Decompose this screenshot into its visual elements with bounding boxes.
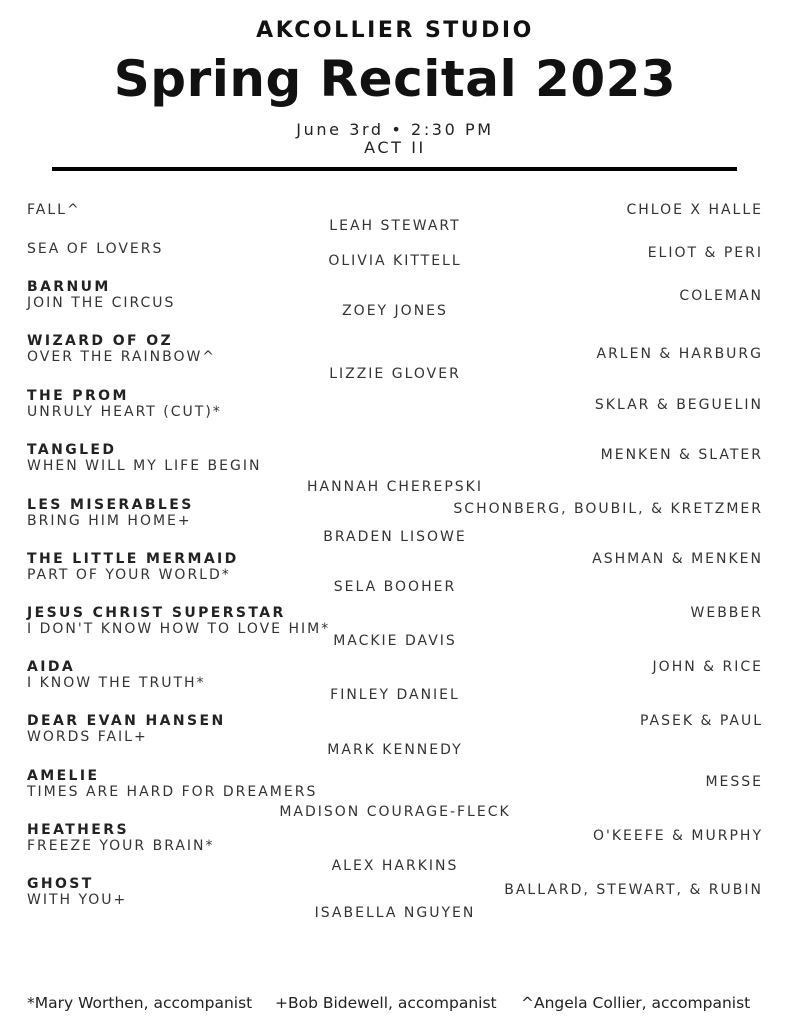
song-title: WITH YOU+ (27, 892, 128, 908)
show-title: LES MISERABLES (27, 497, 194, 513)
show-title: AIDA (27, 659, 76, 675)
footnote-plus: +Bob Bidewell, accompanist (275, 994, 497, 1012)
song-title: BRING HIM HOME+ (27, 513, 192, 529)
performer: MADISON COURAGE-FLECK (279, 804, 511, 820)
performer: BRADEN LISOWE (323, 529, 467, 545)
performer: MARK KENNEDY (327, 742, 463, 758)
composer: ELIOT & PERI (647, 245, 763, 261)
song-title: FREEZE YOUR BRAIN* (27, 838, 215, 854)
composer: CHLOE X HALLE (626, 202, 763, 218)
studio-name: AKCOLLIER STUDIO (256, 18, 534, 43)
show-title: AMELIE (27, 768, 100, 784)
performer: ZOEY JONES (342, 303, 448, 319)
song-title: WORDS FAIL+ (27, 729, 148, 745)
composer: ARLEN & HARBURG (596, 346, 763, 362)
footnote-caret: ^Angela Collier, accompanist (521, 994, 751, 1012)
composer: SCHONBERG, BOUBIL, & KRETZMER (453, 501, 763, 517)
composer: ASHMAN & MENKEN (592, 551, 763, 567)
divider (52, 167, 737, 171)
performer: MACKIE DAVIS (333, 633, 457, 649)
composer: PASEK & PAUL (639, 713, 763, 729)
song-title: SEA OF LOVERS (27, 241, 164, 257)
song-title: FALL^ (27, 202, 81, 218)
performer: ALEX HARKINS (331, 858, 459, 874)
song-title: WHEN WILL MY LIFE BEGIN (27, 458, 262, 474)
song-title: I DON'T KNOW HOW TO LOVE HIM* (27, 621, 331, 637)
composer: JOHN & RICE (652, 659, 763, 675)
song-title: OVER THE RAINBOW^ (27, 349, 217, 365)
show-title: WIZARD OF OZ (27, 333, 174, 349)
act-label: ACT II (364, 138, 426, 157)
composer: COLEMAN (679, 288, 763, 304)
show-title: BARNUM (27, 279, 111, 295)
composer: MESSE (705, 774, 763, 790)
footer-notes (0, 994, 790, 1016)
performer: LIZZIE GLOVER (329, 366, 461, 382)
composer: MENKEN & SLATER (600, 447, 763, 463)
performer: FINLEY DANIEL (330, 687, 460, 703)
page-title: Spring Recital 2023 (113, 50, 677, 108)
show-title: TANGLED (27, 442, 117, 458)
composer: SKLAR & BEGUELIN (594, 397, 763, 413)
composer: O'KEEFE & MURPHY (592, 828, 763, 844)
show-title: HEATHERS (27, 822, 129, 838)
composer: WEBBER (690, 605, 763, 621)
performer: HANNAH CHEREPSKI (307, 479, 483, 495)
performer: LEAH STEWART (329, 218, 461, 234)
song-title: I KNOW THE TRUTH* (27, 675, 206, 691)
show-title: DEAR EVAN HANSEN (27, 713, 226, 729)
show-title: THE PROM (27, 388, 129, 404)
song-title: JOIN THE CIRCUS (27, 295, 176, 311)
performer: SELA BOOHER (333, 579, 457, 595)
song-title: UNRULY HEART (CUT)* (27, 404, 222, 420)
song-title: TIMES ARE HARD FOR DREAMERS (27, 784, 318, 800)
show-title: GHOST (27, 876, 94, 892)
performer: ISABELLA NGUYEN (314, 905, 476, 921)
footnote-star: *Mary Worthen, accompanist (27, 994, 253, 1012)
song-title: PART OF YOUR WORLD* (27, 567, 231, 583)
date-time: June 3rd • 2:30 PM (296, 120, 494, 139)
performer: OLIVIA KITTELL (328, 253, 462, 269)
show-title: JESUS CHRIST SUPERSTAR (27, 605, 286, 621)
show-title: THE LITTLE MERMAID (27, 551, 239, 567)
composer: BALLARD, STEWART, & RUBIN (504, 882, 763, 898)
